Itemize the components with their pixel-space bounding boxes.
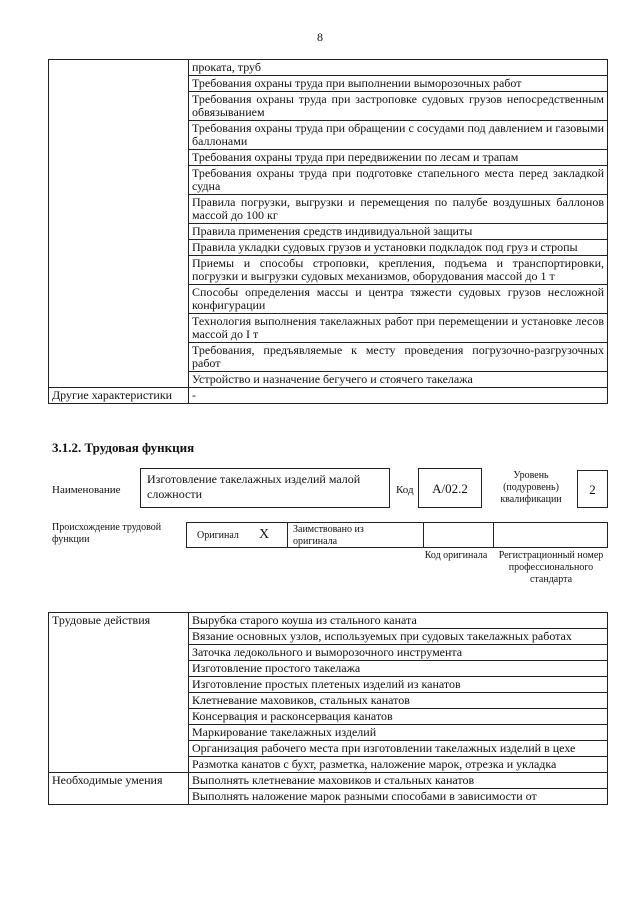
level-label: Уровень (подуровень) квалификации (500, 470, 562, 505)
skills-label: Необходимые умения (49, 773, 189, 805)
table-row (49, 773, 608, 789)
knowledge-item: Требования охраны труда при подготовке стапельного места перед закладкой судна (189, 166, 608, 195)
origin-grid (186, 522, 608, 548)
knowledge-item: Требования охраны труда при обращении с сосудами под давлением и газовыми баллонами (189, 121, 608, 150)
action-item: Размотка канатов с бухт, разметка, наложение марок, отрезка и укладка (189, 757, 608, 773)
actions-label: Трудовые действия (49, 613, 189, 773)
other-characteristics-label: Другие характеристики (49, 388, 189, 404)
table-row (49, 388, 608, 404)
original-label: Оригинал (197, 530, 239, 541)
level-value: 2 (589, 482, 596, 497)
knowledge-label-cell (49, 60, 189, 388)
knowledge-item: Правила погрузки, выгрузки и перемещения по палубе воздушных баллонов массой до 100 кг (189, 195, 608, 224)
name-label: Наименование (52, 484, 121, 496)
table-row (49, 60, 608, 76)
skill-item: Выполнять наложение марок разными способами в зависимости от (189, 789, 608, 805)
skill-item: Выполнять клетневание маховиков и стальных канатов (189, 773, 608, 789)
action-item: Организация рабочего места при изготовлении такелажных изделий в цехе (189, 741, 608, 757)
function-name-box (140, 468, 390, 508)
action-item: Изготовление простого такелажа (189, 661, 608, 677)
code-original-label: Код оригинала (424, 550, 488, 561)
original-mark: X (259, 527, 270, 542)
borrowed-label: Заимствовано из оригинала (293, 524, 364, 547)
knowledge-item: Приемы и способы строповки, крепления, подъема и транспортировки, погрузки и выгрузки судовых механизмов, оборудования массой до 1 т (189, 256, 608, 285)
action-item: Консервация и расконсервация канатов (189, 709, 608, 725)
knowledge-item: Способы определения массы и центра тяжести судовых грузов несложной конфигурации (189, 285, 608, 314)
knowledge-item: Правила применения средств индивидуальной защиты (189, 224, 608, 240)
action-item: Вязание основных узлов, используемых при судовых такелажных работах (189, 629, 608, 645)
action-item: Вырубка старого коуша из стального каната (189, 613, 608, 629)
knowledge-item: Требования, предъявляемые к месту проведения погрузочно-разгрузочных работ (189, 343, 608, 372)
section-title: 3.1.2. Трудовая функция (52, 440, 195, 455)
knowledge-table (48, 59, 608, 404)
table-row (49, 613, 608, 629)
knowledge-item: проката, труб (189, 60, 608, 76)
action-item: Клетневание маховиков, стальных канатов (189, 693, 608, 709)
knowledge-item: Технология выполнения такелажных работ при перемещении и установке лесов массой до I т (189, 314, 608, 343)
knowledge-item: Требования охраны труда при передвижении по лесам и трапам (189, 150, 608, 166)
knowledge-item: Требования охраны труда при застроповке судовых грузов непосредственным обвязыванием (189, 92, 608, 121)
knowledge-item: Устройство и назначение бегучего и стоячего такелажа (189, 372, 608, 388)
page-number: 8 (317, 30, 323, 44)
function-name-value: Изготовление такелажных изделий малой сложности (147, 472, 361, 501)
reg-number-label: Регистрационный номер профессионального стандарта (498, 550, 604, 585)
actions-skills-table (48, 612, 608, 805)
other-characteristics-value: - (189, 388, 608, 404)
level-box (577, 470, 608, 508)
code-label: Код (396, 484, 414, 496)
action-item: Изготовление простых плетеных изделий из канатов (189, 677, 608, 693)
code-value: A/02.2 (432, 481, 468, 496)
origin-label: Происхождение трудовой функции (52, 522, 162, 545)
knowledge-item: Правила укладки судовых грузов и установки подкладок под груз и стропы (189, 240, 608, 256)
knowledge-item: Требования охраны труда при выполнении выморозочных работ (189, 76, 608, 92)
action-item: Маркирование такелажных изделий (189, 725, 608, 741)
action-item: Заточка ледокольного и выморозочного инструмента (189, 645, 608, 661)
code-box (418, 468, 482, 508)
